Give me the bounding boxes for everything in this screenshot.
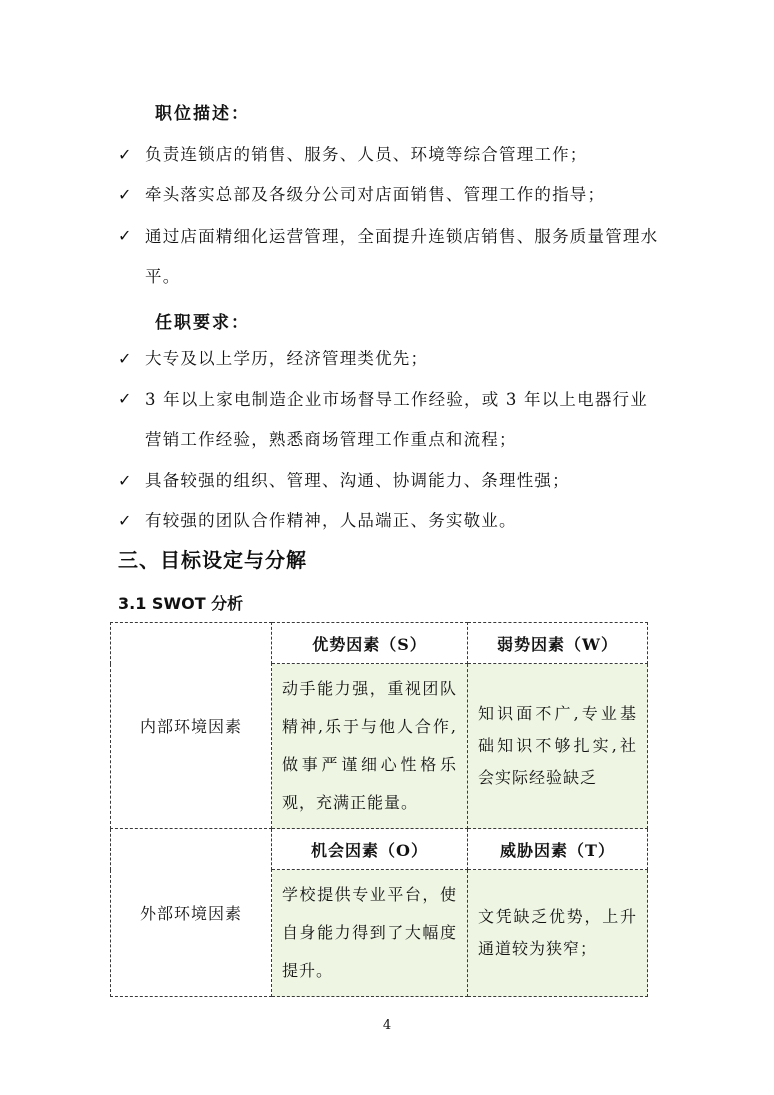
opportunities-header: 机会因素（O） xyxy=(272,829,468,870)
check-icon: ✓ xyxy=(118,389,133,408)
threats-header: 威胁因素（T） xyxy=(468,829,648,870)
requirement-item: ✓ 具备较强的组织、管理、沟通、协调能力、条理性强； xyxy=(118,462,663,500)
page-number: 4 xyxy=(382,1018,392,1033)
strengths-header: 优势因素（S） xyxy=(272,623,468,664)
check-icon: ✓ xyxy=(118,185,133,204)
section-title: 三、目标设定与分解 xyxy=(118,548,307,572)
job-description-item: ✓ 通过店面精细化运营管理，全面提升连锁店销售、服务质量管理水平。 xyxy=(118,217,663,297)
external-factors-label: 外部环境因素 xyxy=(111,829,272,997)
job-description-heading: 职位描述： xyxy=(155,104,250,124)
requirement-item: ✓ 大专及以上学历，经济管理类优先； xyxy=(118,340,663,378)
check-icon: ✓ xyxy=(118,471,133,490)
internal-factors-label: 内部环境因素 xyxy=(111,623,272,829)
check-icon: ✓ xyxy=(118,226,133,245)
weaknesses-header: 弱势因素（W） xyxy=(468,623,648,664)
threats-cell: 文凭缺乏优势，上升通道较为狭窄； xyxy=(468,870,648,997)
requirements-heading: 任职要求： xyxy=(155,313,250,333)
requirement-item: ✓ 3 年以上家电制造企业市场督导工作经验，或 3 年以上电器行业营销工作经验，熟悉商场管理工作重点和流程； xyxy=(118,380,663,460)
weaknesses-cell: 知识面不广,专业基础知识不够扎实,社会实际经验缺乏 xyxy=(468,664,648,829)
check-icon: ✓ xyxy=(118,511,133,530)
job-description-item: ✓ 牵头落实总部及各级分公司对店面销售、管理工作的指导； xyxy=(118,176,663,214)
swot-table xyxy=(110,622,648,997)
strengths-cell: 动手能力强，重视团队精神,乐于与他人合作,做事严谨细心性格乐观，充满正能量。 xyxy=(272,664,468,829)
subsection-title: 3.1 SWOT 分析 xyxy=(118,594,244,613)
opportunities-cell: 学校提供专业平台，使自身能力得到了大幅度提升。 xyxy=(272,870,468,997)
check-icon: ✓ xyxy=(118,145,133,164)
requirement-item: ✓ 有较强的团队合作精神，人品端正、务实敬业。 xyxy=(118,502,663,540)
check-icon: ✓ xyxy=(118,349,133,368)
job-description-item: ✓ 负责连锁店的销售、服务、人员、环境等综合管理工作； xyxy=(118,136,663,174)
